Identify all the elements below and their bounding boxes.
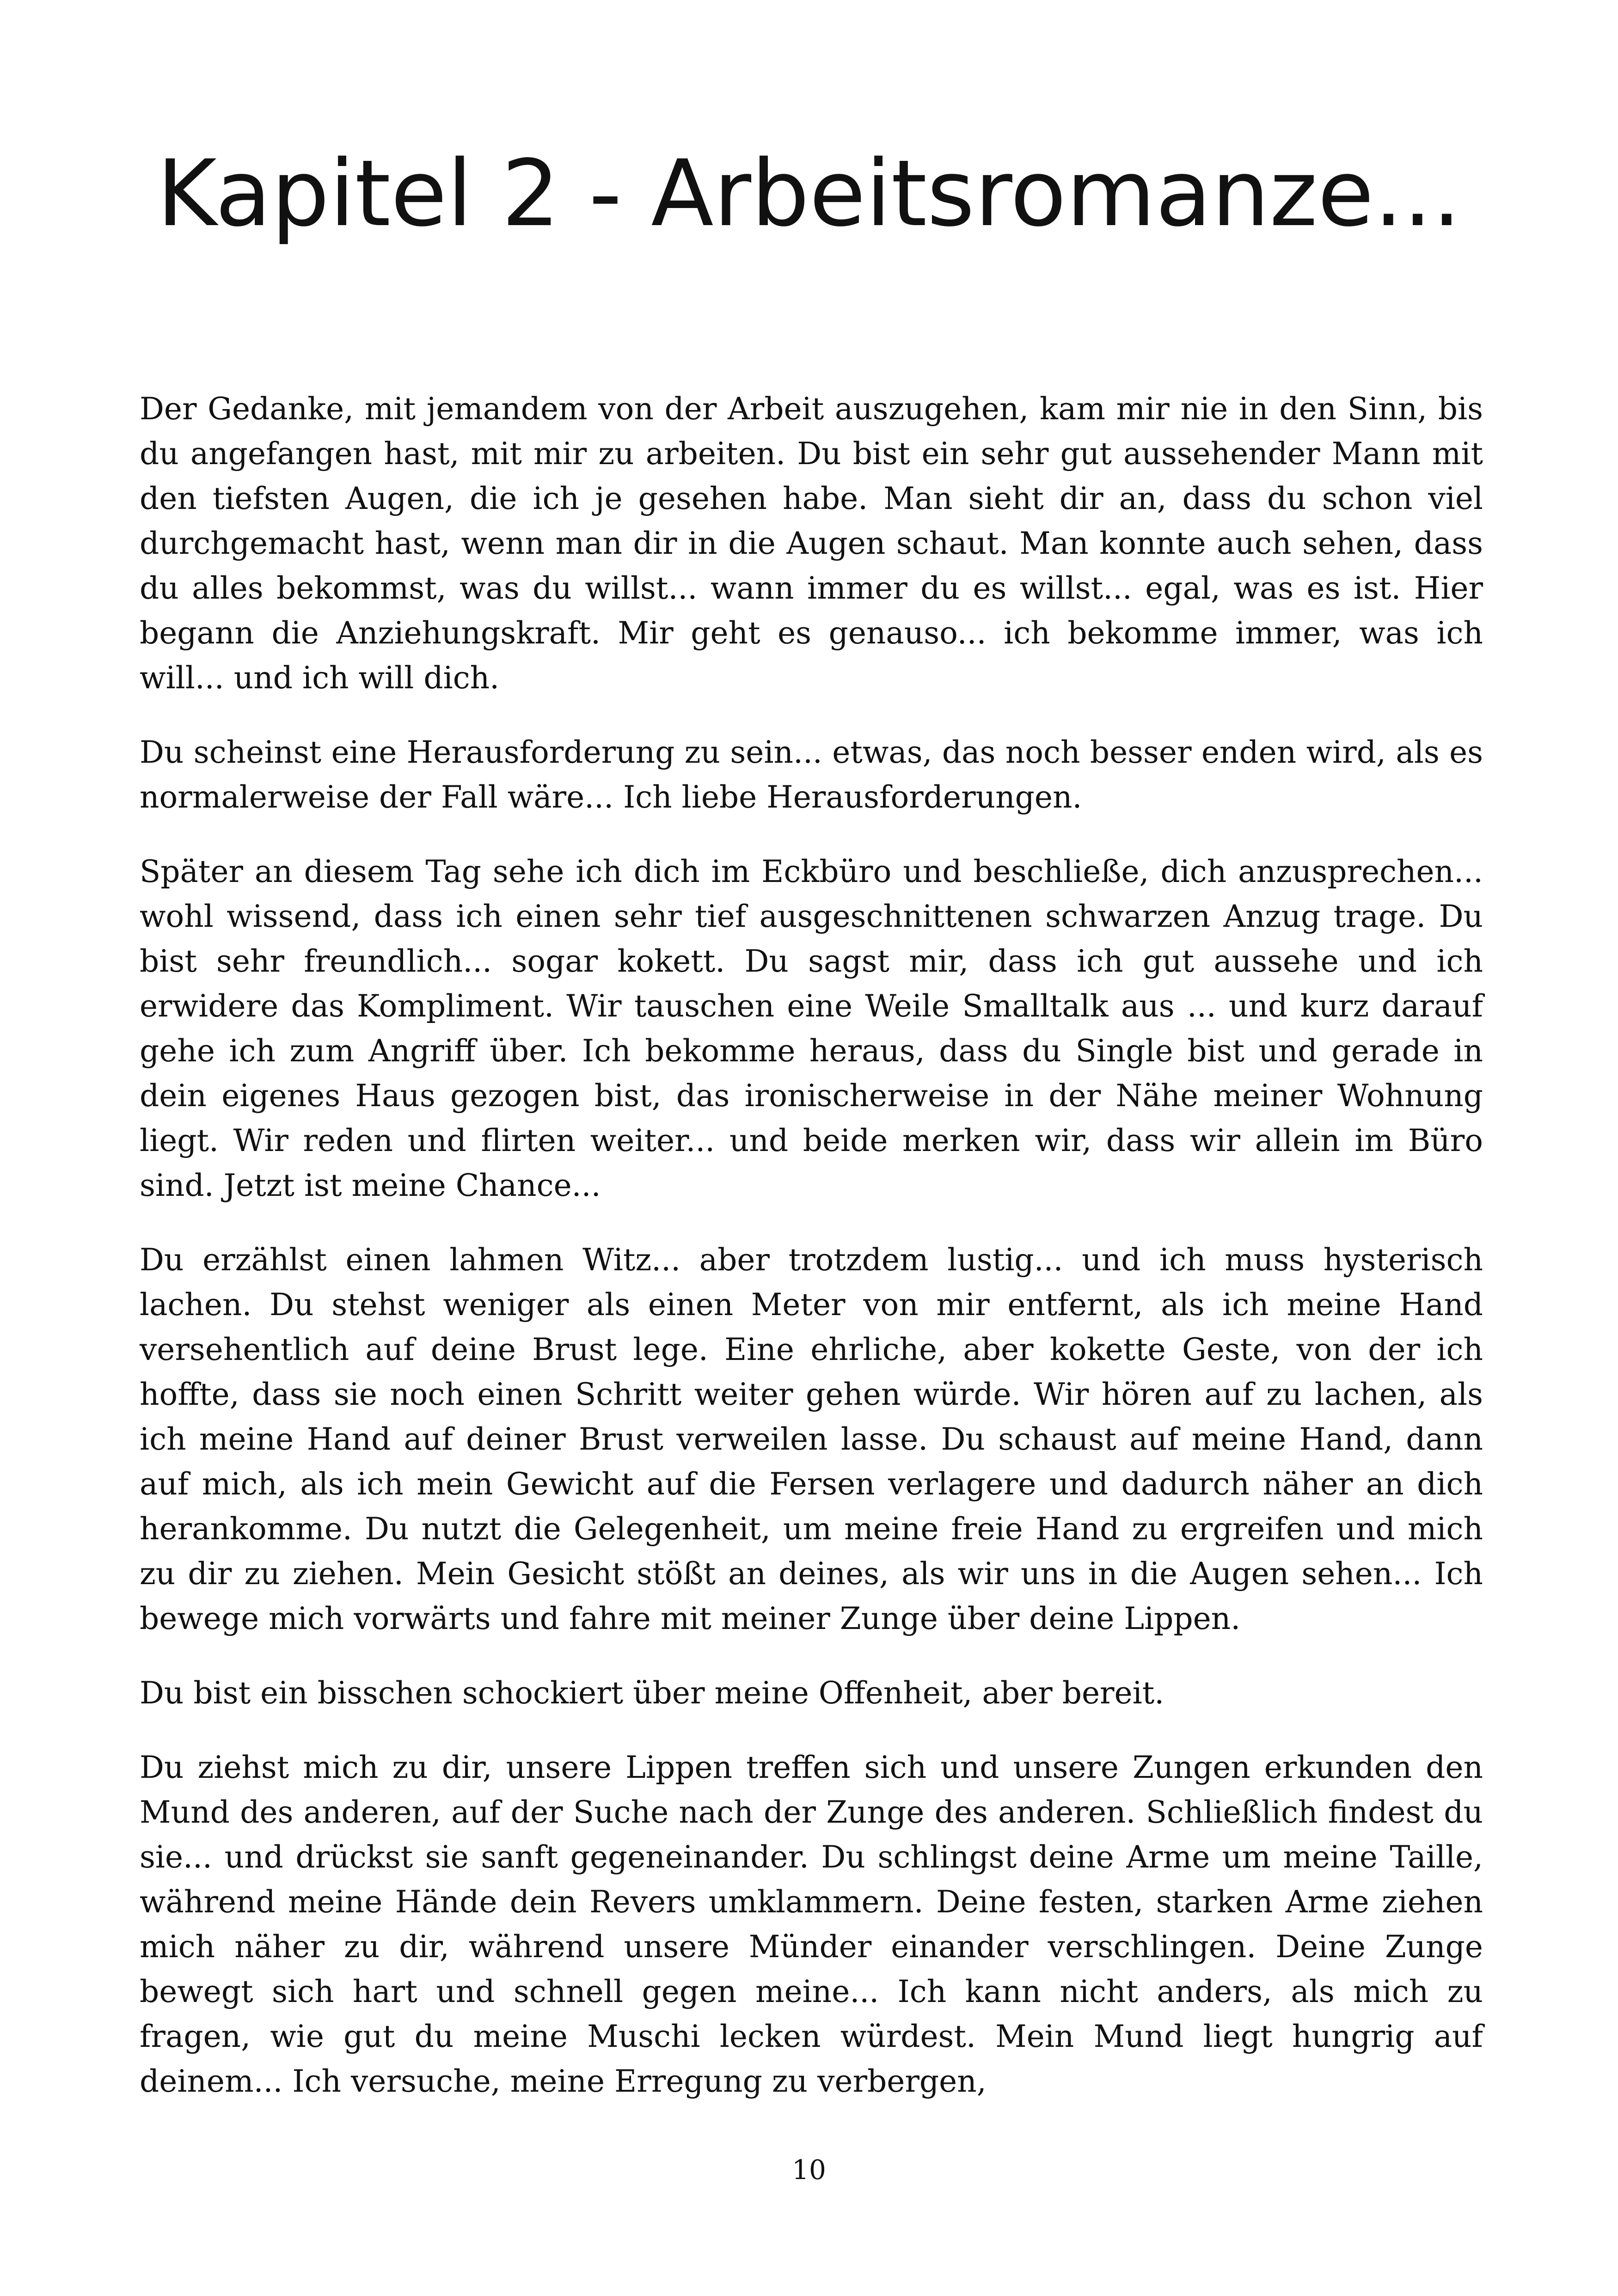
paragraph: Du erzählst einen lahmen Witz... aber trotzdem lustig... und ich muss hysterisch lachen. Du stehst weniger als einen Meter von mir entfernt, als ich meine Hand versehentlich auf deine Brust lege. Eine ehrliche, aber kokette Geste, von der ich hoffte, dass sie noch einen Schritt weiter gehen würde. Wir hören auf zu lachen, als ich meine Hand auf deiner Brust verweilen lasse. Du schaust auf meine Hand, dann auf mich, als ich mein Gewicht auf die Fersen verlagere und dadurch näher an dich herankomme. Du nutzt die Gelegenheit, um meine freie Hand zu ergreifen und mich zu dir zu ziehen. Mein Gesicht stößt an deines, als wir uns in die Augen sehen... Ich bewege mich vorwärts und fahre mit meiner Zunge über deine Lippen. <box>140 1242 1483 1636</box>
body-text <box>140 386 1483 2133</box>
paragraph: Du bist ein bisschen schockiert über meine Offenheit, aber bereit. <box>140 1675 1164 1711</box>
paragraph: Der Gedanke, mit jemandem von der Arbeit auszugehen, kam mir nie in den Sinn, bis du angefangen hast, mit mir zu arbeiten. Du bist ein sehr gut aussehender Mann mit den tiefsten Augen, die ich je gesehen habe. Man sieht dir an, dass du schon viel durchgemacht hast, wenn man dir in die Augen schaut. Man konnte auch sehen, dass du alles bekommst, was du willst... wann immer du es willst... egal, was es ist. Hier begann die Anziehungskraft. Mir geht es genauso... ich bekomme immer, was ich will... und ich will dich. <box>140 391 1483 696</box>
paragraph: Du scheinst eine Herausforderung zu sein... etwas, das noch besser enden wird, als es normalerweise der Fall wäre... Ich liebe Herausforderungen. <box>140 735 1483 815</box>
chapter-title: Kapitel 2 - Arbeitsromanze... <box>157 140 1461 247</box>
paragraph: Du ziehst mich zu dir, unsere Lippen treffen sich und unsere Zungen erkunden den Mund des anderen, auf der Suche nach der Zunge des anderen. Schließlich findest du sie... und drückst sie sanft gegeneinander. Du schlingst deine Arme um meine Taille, während meine Hände dein Revers umklammern. Deine festen, starken Arme ziehen mich näher zu dir, während unsere Münder einander verschlingen. Deine Zunge bewegt sich hart und schnell gegen meine... Ich kann nicht anders, als mich zu fragen, wie gut du meine Muschi lecken würdest. Mein Mund liegt hungrig auf deinem... Ich versuche, meine Erregung zu verbergen, <box>140 1750 1483 2099</box>
page-number: 10 <box>792 2154 826 2186</box>
paragraph: Später an diesem Tag sehe ich dich im Eckbüro und beschließe, dich anzusprechen... wohl wissend, dass ich einen sehr tief ausgeschnittenen schwarzen Anzug trage. Du bist sehr freundlich... sogar kokett. Du sagst mir, dass ich gut aussehe und ich erwidere das Kompliment. Wir tauschen eine Weile Smalltalk aus ... und kurz darauf gehe ich zum Angriff über. Ich bekomme heraus, dass du Single bist und gerade in dein eigenes Haus gezogen bist, das ironischerweise in der Nähe meiner Wohnung liegt. Wir reden und flirten weiter... und beide merken wir, dass wir allein im Büro sind. Jetzt ist meine Chance... <box>140 854 1483 1203</box>
